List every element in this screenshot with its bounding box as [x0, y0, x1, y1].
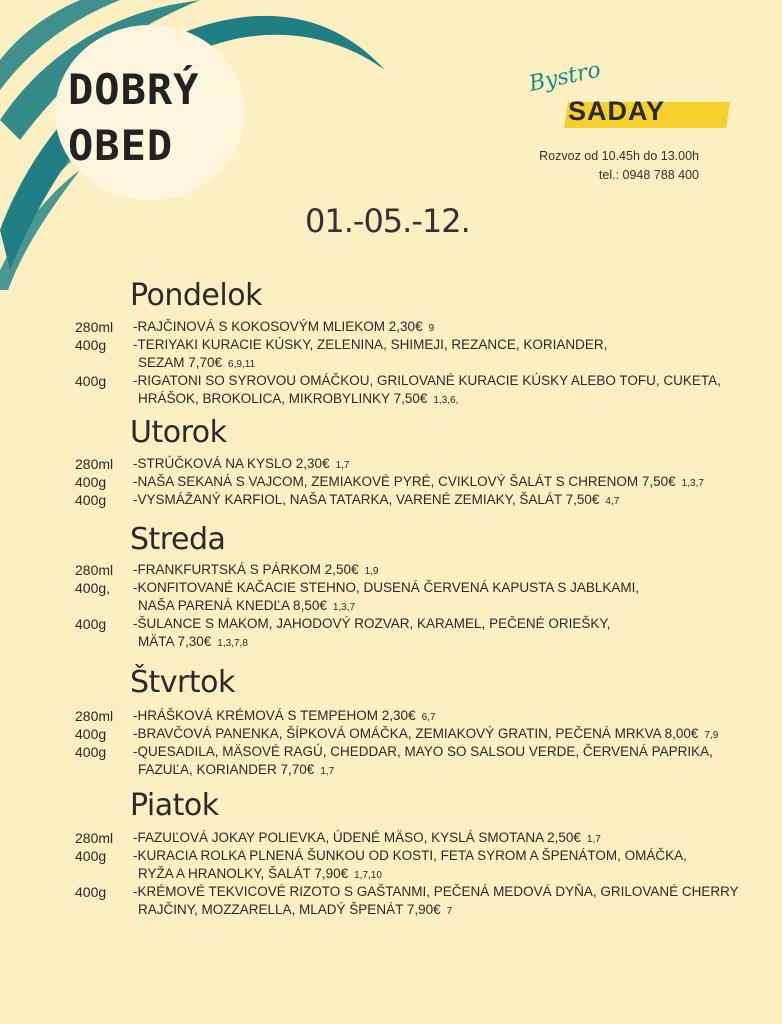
item-allergens: 1,7,10: [354, 870, 382, 881]
item-quantity: 280ml: [75, 319, 114, 335]
item-description-cont: RYŽA A HRANOLKY, ŠALÁT 7,90€: [138, 866, 349, 881]
item-description: -TERIYAKI KURACIE KÚSKY, ZELENINA, SHIMEJI, REZANCE, KORIANDER,: [133, 337, 608, 352]
item-description-cont: MÄTA 7,30€: [138, 634, 212, 649]
item-allergens: 1,3,7: [681, 478, 704, 489]
brand-logo: [526, 57, 702, 142]
item-description: -BRAVČOVÁ PANENKA, ŠÍPKOVÁ OMÁČKA, ZEMIAKOVÝ GRATIN, PEČENÁ MRKVA 8,00€: [133, 726, 699, 741]
item-quantity: 280ml: [75, 562, 114, 578]
item-description: -RAJČINOVÁ S KOKOSOVÝM MLIEKOM 2,30€: [133, 319, 423, 334]
item-quantity: 400g: [75, 744, 107, 760]
item-description-cont: RAJČINY, MOZZARELLA, MLADÝ ŠPENÁT 7,90€: [138, 902, 441, 917]
item-description: -KRÉMOVÉ TEKVICOVÉ RIZOTO S GAŠTANMI, PEČENÁ MEDOVÁ DYŇA, GRILOVANÉ CHERRY: [133, 884, 739, 899]
menu-date: 01.-05.-12.: [305, 202, 470, 240]
item-allergens: 6,9,11: [228, 359, 256, 370]
item-description-cont: FAZUĽA, KORIANDER 7,70€: [138, 762, 315, 777]
day-heading-monday: Pondelok: [130, 278, 262, 313]
item-quantity: 400g: [75, 884, 107, 900]
day-heading-wednesday: Streda: [130, 522, 226, 557]
item-allergens: 7,9: [704, 730, 719, 741]
item-description: -FRANKFURTSKÁ S PÁRKOM 2,50€: [133, 562, 359, 577]
item-description: -VYSMÁŽANÝ KARFIOL, NAŠA TATARKA, VARENÉ ZEMIAKY, ŠALÁT 7,50€: [133, 492, 600, 507]
item-description: -FAZUĽOVÁ JOKAY POLIEVKA, ÚDENÉ MÄSO, KYSLÁ SMOTANA 2,50€: [133, 830, 581, 845]
item-description: -STRÚČKOVÁ NA KYSLO 2,30€: [133, 456, 330, 471]
logo-script: Bystro: [526, 57, 603, 97]
item-allergens: 1,9: [364, 566, 379, 577]
item-allergens: 1,7: [320, 766, 335, 777]
item-allergens: 1,3,7: [332, 602, 356, 613]
item-description-cont: SEZAM 7,70€: [138, 355, 223, 370]
day-heading-thursday: Štvrtok: [130, 665, 235, 700]
item-allergens: 1,7: [335, 460, 350, 471]
item-description: -KONFITOVANÉ KAČACIE STEHNO, DUSENÁ ČERVENÁ KAPUSTA S JABLKAMI,: [133, 580, 640, 595]
item-description: -KURACIA ROLKA PLNENÁ ŠUNKOU OD KOSTI, FETA SYROM A ŠPENÁTOM, OMÁČKA,: [133, 848, 687, 863]
item-quantity: 280ml: [75, 456, 114, 472]
item-description: -HRÁŠKOVÁ KRÉMOVÁ S TEMPEHOM 2,30€: [133, 708, 416, 723]
item-allergens: 1,3,7,8: [217, 638, 248, 649]
item-quantity: 400g: [75, 492, 107, 508]
item-description: -NAŠA SEKANÁ S VAJCOM, ZEMIAKOVÉ PYRÉ, CVIKLOVÝ ŠALÁT S CHRENOM 7,50€: [133, 474, 676, 489]
item-description-cont: HRÁŠOK, BROKOLICA, MIKROBYLINKY 7,50€: [138, 391, 428, 406]
item-allergens: 1,3,6,: [433, 395, 459, 406]
contact-info: [539, 147, 699, 185]
item-quantity: 280ml: [75, 830, 114, 846]
page-title: [68, 62, 268, 174]
day-heading-tuesday: Utorok: [130, 415, 227, 450]
item-description: -ŠULANCE S MAKOM, JAHODOVÝ ROZVAR, KARAMEL, PEČENÉ ORIEŠKY,: [133, 616, 611, 631]
title-line-1: DOBRÝ: [68, 65, 200, 114]
delivery-hours: Rozvoz od 10.45h do 13.00h: [539, 149, 699, 163]
item-allergens: 9: [428, 323, 435, 334]
item-quantity: 400g: [75, 337, 107, 353]
item-quantity: 400g: [75, 726, 107, 742]
item-description: -QUESADILA, MÄSOVÉ RAGÚ, CHEDDAR, MAYO SO SALSOU VERDE, ČERVENÁ PAPRIKA,: [133, 744, 713, 759]
item-quantity: 400g: [75, 616, 107, 632]
item-quantity: 400g: [75, 848, 107, 864]
item-description: -RIGATONI SO SYROVOU OMÁČKOU, GRILOVANÉ KURACIE KÚSKY ALEBO TOFU, CUKETA,: [133, 373, 721, 388]
item-description-cont: NAŠA PARENÁ KNEDĽA 8,50€: [138, 598, 327, 613]
item-quantity: 400g: [75, 474, 107, 490]
item-quantity: 400g,: [75, 580, 111, 596]
phone-number: tel.: 0948 788 400: [598, 168, 699, 182]
item-allergens: 7: [446, 906, 453, 917]
item-allergens: 1,7: [586, 834, 601, 845]
logo-word: SADAY: [568, 96, 666, 126]
item-quantity: 400g: [75, 373, 107, 389]
item-allergens: 6,7: [421, 712, 436, 723]
title-line-2: OBED: [68, 121, 174, 170]
day-heading-friday: Piatok: [130, 788, 219, 823]
item-allergens: 4,7: [605, 496, 620, 507]
item-quantity: 280ml: [75, 708, 114, 724]
